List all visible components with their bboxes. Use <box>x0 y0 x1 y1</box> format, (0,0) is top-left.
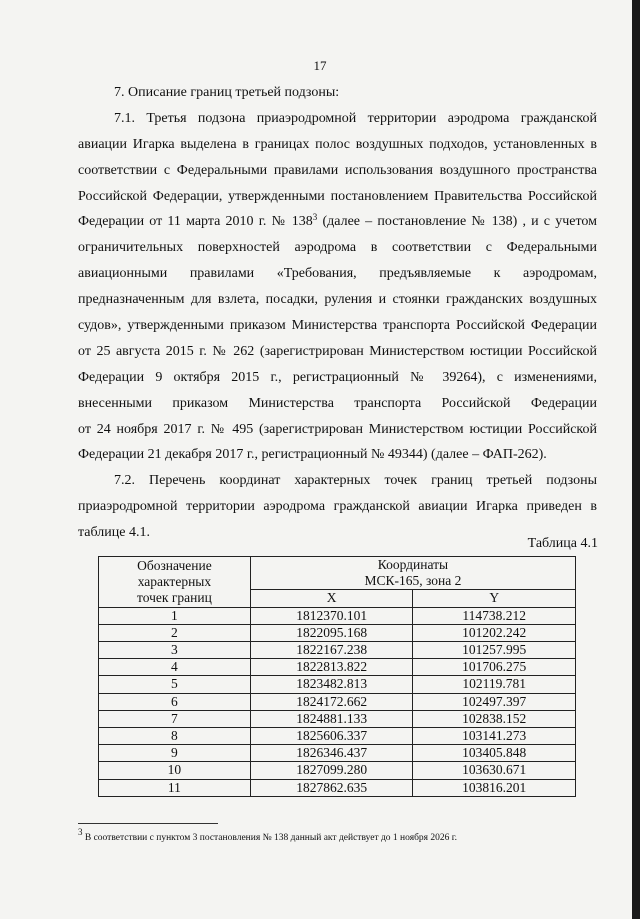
scan-edge <box>632 0 640 919</box>
cell-x: 1822095.168 <box>250 624 413 641</box>
para1-line: от 25 августа 2015 г. № 262 (зарегистрирован Министерством юстиции Российской <box>78 343 597 359</box>
cell-id: 3 <box>99 642 251 659</box>
para1-line: авиации Игарка выделена в границах полос воздушных подходов, установленных в <box>78 136 597 152</box>
cell-id: 9 <box>99 745 251 762</box>
cell-x: 1826346.437 <box>250 745 413 762</box>
table-row <box>99 728 576 745</box>
para1-line: от 24 ноября 2017 г. № 495 (зарегистрирован Министерством юстиции Российской <box>78 421 597 437</box>
table-row <box>99 659 576 676</box>
table-row <box>99 779 576 796</box>
para1-line: предназначенным для взлета, посадки, руления и стоянки гражданских воздушных <box>78 292 597 308</box>
footnote-mark: 3 <box>78 827 83 837</box>
cell-y: 103816.201 <box>413 779 576 796</box>
para1-line: внесенными приказом Министерства транспорта Российской Федерации <box>78 395 597 411</box>
para1-line: соответствии с Федеральными правилами использования воздушного пространства <box>78 162 597 178</box>
cell-y: 114738.212 <box>413 607 576 624</box>
table-row <box>99 676 576 693</box>
cell-y: 102838.152 <box>413 710 576 727</box>
para1-text: Федерации от 11 марта 2010 г. № 138 <box>78 214 313 230</box>
table-row <box>99 745 576 762</box>
cell-x: 1823482.813 <box>250 676 413 693</box>
header-y: Y <box>413 590 576 607</box>
cell-y: 101706.275 <box>413 659 576 676</box>
para1-line: Федерации 9 октября 2015 г., регистрационный № 39264), с изменениями, <box>78 369 597 385</box>
cell-id: 8 <box>99 728 251 745</box>
cell-y: 101202.242 <box>413 624 576 641</box>
cell-x: 1812370.101 <box>250 607 413 624</box>
cell-y: 102119.781 <box>413 676 576 693</box>
header-x: X <box>250 590 413 607</box>
cell-id: 1 <box>99 607 251 624</box>
para1-line: Российской Федерации, утвержденными постановлением Правительства Российской <box>78 188 597 204</box>
cell-id: 4 <box>99 659 251 676</box>
para1-line: авиационными правилами «Требования, предъявляемые к аэродромам, <box>78 266 597 282</box>
para2-line: 7.2. Перечень координат характерных точек границ третьей подзоны <box>114 473 597 489</box>
table-row <box>99 607 576 624</box>
footnote-text: В соответствии с пунктом 3 постановления № 138 данный акт действует до 1 ноября 2026 г. <box>82 833 457 843</box>
table-row <box>99 710 576 727</box>
para1-line-with-footnote <box>78 209 597 235</box>
header-point-designation: Обозначение характерных точек границ <box>99 557 251 608</box>
para1-line: ограничительных поверхностей аэродрома в соответствии с Федеральными <box>78 240 597 256</box>
table-body <box>99 607 576 796</box>
section-heading: 7. Описание границ третьей подзоны: <box>114 85 340 100</box>
cell-y: 102497.397 <box>413 693 576 710</box>
header-coordinates: Координаты МСК-165, зона 2 <box>250 557 575 590</box>
para1-line: судов», утвержденными приказом Министерства транспорта Российской Федерации <box>78 318 597 334</box>
cell-x: 1825606.337 <box>250 728 413 745</box>
cell-id: 10 <box>99 762 251 779</box>
footnote-separator <box>78 823 218 824</box>
cell-id: 6 <box>99 693 251 710</box>
para2-line: приаэродромной территории аэродрома гражданской авиации Игарка приведен в <box>78 499 597 515</box>
cell-x: 1827099.280 <box>250 762 413 779</box>
body-text <box>78 80 597 546</box>
table-caption: Таблица 4.1 <box>527 536 598 551</box>
cell-x: 1824881.133 <box>250 710 413 727</box>
table-row <box>99 693 576 710</box>
cell-id: 11 <box>99 779 251 796</box>
cell-y: 103630.671 <box>413 762 576 779</box>
cell-id: 5 <box>99 676 251 693</box>
page-number: 17 <box>313 58 327 73</box>
cell-x: 1824172.662 <box>250 693 413 710</box>
para2-line: таблице 4.1. <box>78 525 150 541</box>
cell-y: 103405.848 <box>413 745 576 762</box>
cell-id: 7 <box>99 710 251 727</box>
table-row <box>99 762 576 779</box>
cell-x: 1822167.238 <box>250 642 413 659</box>
para1-text: (далее – постановление № 138) , и с учетом <box>317 214 597 230</box>
table-row <box>99 624 576 641</box>
cell-x: 1827862.635 <box>250 779 413 796</box>
footnote <box>78 827 618 843</box>
para1-line: Федерации 21 декабря 2017 г., регистрационный № 49344) (далее – ФАП-262). <box>78 447 547 463</box>
cell-x: 1822813.822 <box>250 659 413 676</box>
cell-y: 101257.995 <box>413 642 576 659</box>
cell-y: 103141.273 <box>413 728 576 745</box>
cell-id: 2 <box>99 624 251 641</box>
para1-line: 7.1. Третья подзона приаэродромной территории аэродрома гражданской <box>114 110 597 126</box>
footnote-reference: 3 <box>312 212 318 223</box>
coordinates-table <box>98 556 576 797</box>
table-row <box>99 642 576 659</box>
